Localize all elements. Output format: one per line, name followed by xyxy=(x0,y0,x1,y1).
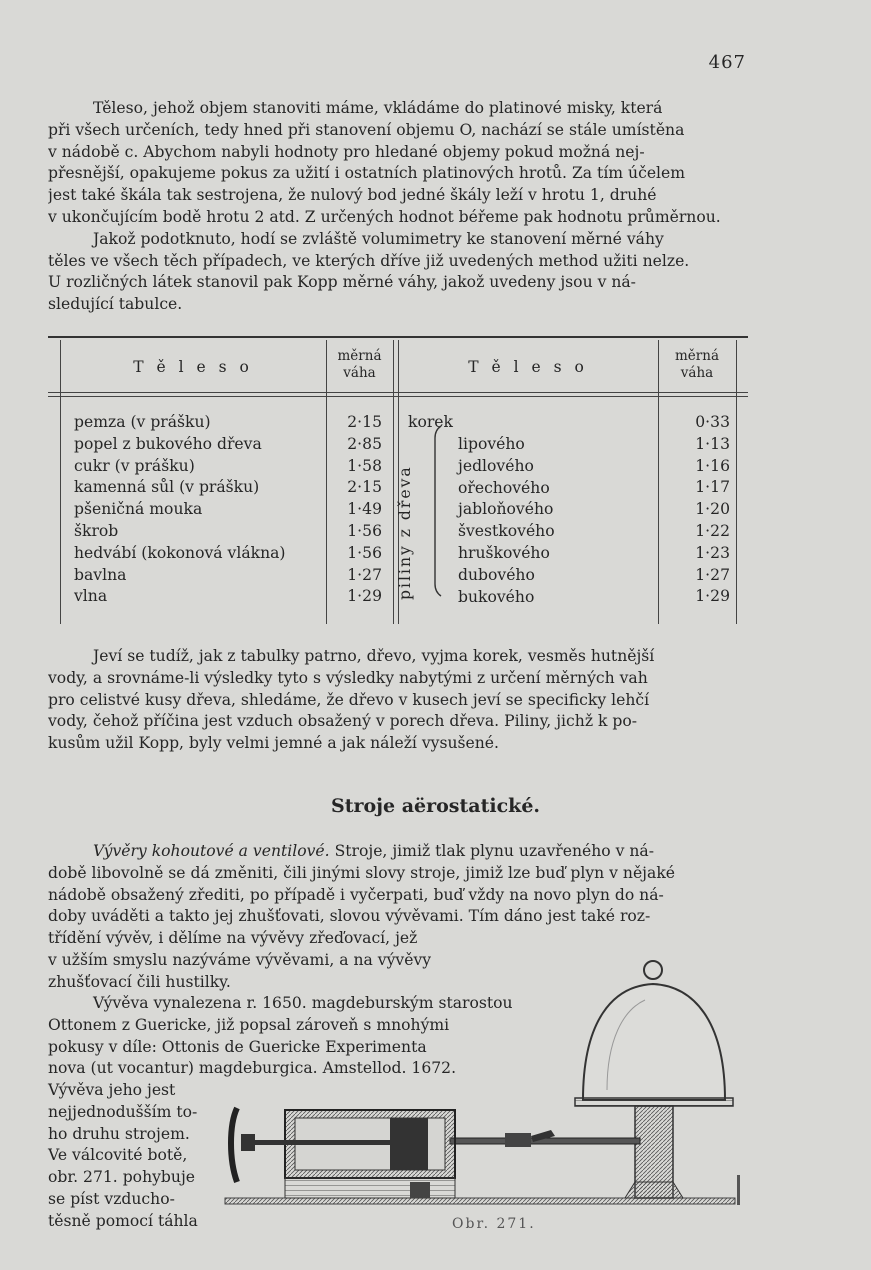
text-line: Vývěva vynalezena r. 1650. magdeburským starostou xyxy=(93,994,513,1012)
text-line: vody, čehož příčina jest vzduch obsažený v porech dřeva. Piliny, jichž k po- xyxy=(48,712,638,731)
text-line: třídění vývěv, i dělíme na vývěvy zřeďovací, jež xyxy=(48,929,418,947)
table-cell: 1·29 xyxy=(347,587,382,606)
text-line: U rozličných látek stanovil pak Kopp měrné váhy, jakož uvedeny jsou v ná- xyxy=(48,273,636,292)
italic-lead: Vývěry kohoutové a ventilové. xyxy=(93,842,330,860)
text-line: nejjednodušším to- xyxy=(48,1102,198,1121)
text-line: vody, a srovnáme-li výsledky tyto s výsledky nabytými z určení měrných vah xyxy=(48,668,648,687)
table-cell: švestkového xyxy=(458,522,555,541)
text-line: pro celistvé kusy dřeva, shledáme, že dřevo v kusech jeví se specificky lehčí xyxy=(48,690,650,709)
table-cell: dubového xyxy=(458,565,535,584)
text-line: v ukončujícím bodě hrotu 2 atd. Z určených hodnot béřeme pak hodnotu průměrnou. xyxy=(48,207,721,226)
paragraph-pump-description xyxy=(48,1080,208,1233)
header-weight-line: váha xyxy=(680,365,714,381)
table-cell: jedlového xyxy=(458,456,534,475)
right-names-column xyxy=(458,434,555,608)
table-cell: bavlna xyxy=(74,565,127,584)
table-cell: 1·56 xyxy=(347,521,382,540)
table-cell: 1·17 xyxy=(695,478,730,497)
text-line: zhušťovací čili hustilky. xyxy=(48,972,231,991)
bell-jar-icon xyxy=(575,961,733,1198)
table-cell: 2·15 xyxy=(347,413,382,431)
table-cell: cukr (v prášku) xyxy=(74,456,195,475)
text-line: Ottonem z Guericke, již popsal zároveň s mnohými xyxy=(48,1015,450,1034)
text-line: době libovolně se dá změniti, čili jinými slovy stroje, jimiž lze buď plyn v nějaké xyxy=(48,863,675,882)
right-first-entry: korek xyxy=(408,413,453,431)
specific-gravity-table xyxy=(48,336,748,626)
paragraph-pumps xyxy=(48,841,756,928)
text-line: v užším smyslu nazýváme vývěvami, a na vývěvy xyxy=(48,950,432,969)
text-line: nova (ut vocantur) magdeburgica. Amstellod. 1672. xyxy=(48,1059,457,1078)
left-values-column xyxy=(326,412,382,608)
text-line: přesnější, opakujeme pokus za užití i ostatních platinových hrotů. Za tím účelem xyxy=(48,164,686,183)
text-line: nádobě obsažený zřediti, po případě i vyčerpati, buď vždy na novo plyn do ná- xyxy=(48,885,664,904)
text-line: Jakož podotknuto, hodí se zvláště volumimetry ke stanovení měrné váhy xyxy=(93,229,664,248)
table-column-rule xyxy=(393,340,394,624)
page-number: 467 xyxy=(708,52,746,73)
table-cell: pemza (v prášku) xyxy=(74,413,211,431)
text-line: Těleso, jehož objem stanoviti máme, vkládáme do platinové misky, která xyxy=(93,99,663,117)
text-line: obr. 271. pohybuje xyxy=(48,1168,196,1187)
table-cell: vlna xyxy=(74,587,108,606)
left-names-column xyxy=(74,412,286,608)
table-cell: 1·58 xyxy=(347,456,382,475)
text-line: doby uváděti a takto jej zhušťovati, slovou vývěvami. Tím dáno jest také roz- xyxy=(48,907,651,926)
section-heading: Stroje aërostatické. xyxy=(330,795,541,817)
right-values-column xyxy=(658,412,730,608)
text-line: při všech určeních, tedy hned při stanovení objemu O, nachází se stále umístěna xyxy=(48,120,685,139)
header-body-left: T ě l e s o xyxy=(133,358,253,376)
header-body-right: T ě l e s o xyxy=(468,358,588,376)
text-line: ho druhu strojem. xyxy=(48,1124,190,1143)
text-line: kusům užil Kopp, byly velmi jemné a jak náleží vysušené. xyxy=(48,734,499,753)
text-line: Jeví se tudíž, jak z tabulky patrno, dřevo, vyjma korek, vesměs hutnější xyxy=(93,647,655,665)
air-pump-figure xyxy=(215,950,775,1220)
table-cell: 1·23 xyxy=(695,543,730,562)
header-weight-line: váha xyxy=(343,365,376,381)
table-cell: jabloňového xyxy=(458,500,554,519)
table-cell: 2·15 xyxy=(347,478,382,497)
table-cell: 1·27 xyxy=(695,565,730,584)
table-cell: 1·27 xyxy=(347,565,382,584)
table-cell: 1·22 xyxy=(695,521,730,540)
text-line: jest také škála tak sestrojena, že nulový bod jedné škály leží v hrotu 1, druhé xyxy=(48,186,657,205)
table-cell: 0·33 xyxy=(695,413,730,431)
pump-cylinder-icon xyxy=(285,1110,455,1198)
table-cell: 1·29 xyxy=(695,587,730,606)
table-cell: 1·13 xyxy=(695,434,730,453)
table-cell: ořechového xyxy=(458,478,550,497)
table-column-rule xyxy=(736,340,737,624)
table-cell: pšeničná mouka xyxy=(74,500,203,519)
group-bracket xyxy=(433,424,443,598)
table-top-rule xyxy=(48,336,748,338)
table-cell: hruškového xyxy=(458,543,550,562)
table-cell: 1·49 xyxy=(347,500,382,519)
text-line: sledující tabulce. xyxy=(48,295,183,314)
text-line xyxy=(48,841,756,863)
table-cell: 1·56 xyxy=(347,543,382,562)
table-cell: 1·20 xyxy=(695,500,730,519)
header-weight-right xyxy=(658,348,736,382)
table-cell: 1·16 xyxy=(695,456,730,475)
text-line: v nádobě c. Abychom nabyli hodnoty pro hledané objemy pokud možná nej- xyxy=(48,142,645,161)
header-weight-line: měrná xyxy=(337,348,382,364)
text-line: pokusy v díle: Ottonis de Guericke Experimenta xyxy=(48,1037,427,1056)
text-line: Vývěva jeho jest xyxy=(48,1081,176,1099)
table-cell: popel z bukového dřeva xyxy=(74,434,262,453)
figure-caption: Obr. 271. xyxy=(452,1216,536,1232)
text-line: těles ve všech těch případech, ve kterých dříve již uvedených method užiti nelze. xyxy=(48,251,690,270)
table-cell: bukového xyxy=(458,587,535,606)
table-cell: škrob xyxy=(74,521,119,540)
text-line: se píst vzducho- xyxy=(48,1189,175,1208)
text-run: Stroje, jimiž tlak plynu uzavřeného v ná- xyxy=(329,842,654,860)
table-cell: kamenná sůl (v prášku) xyxy=(74,478,260,497)
right-group-label: piliny z dřeva xyxy=(396,465,414,601)
text-line: Ve válcovité botě, xyxy=(48,1146,188,1165)
table-column-rule xyxy=(60,340,61,624)
table-cell: 2·85 xyxy=(347,434,382,453)
table-cell: hedvábí (kokonová vlákna) xyxy=(74,543,286,562)
header-weight-line: měrná xyxy=(675,348,719,364)
header-weight-left xyxy=(326,348,393,382)
text-line: těsně pomocí táhla xyxy=(48,1211,198,1230)
table-cell: lipového xyxy=(458,435,525,453)
paragraph-volumimeter xyxy=(48,98,756,316)
paragraph-conclusion xyxy=(48,646,756,755)
